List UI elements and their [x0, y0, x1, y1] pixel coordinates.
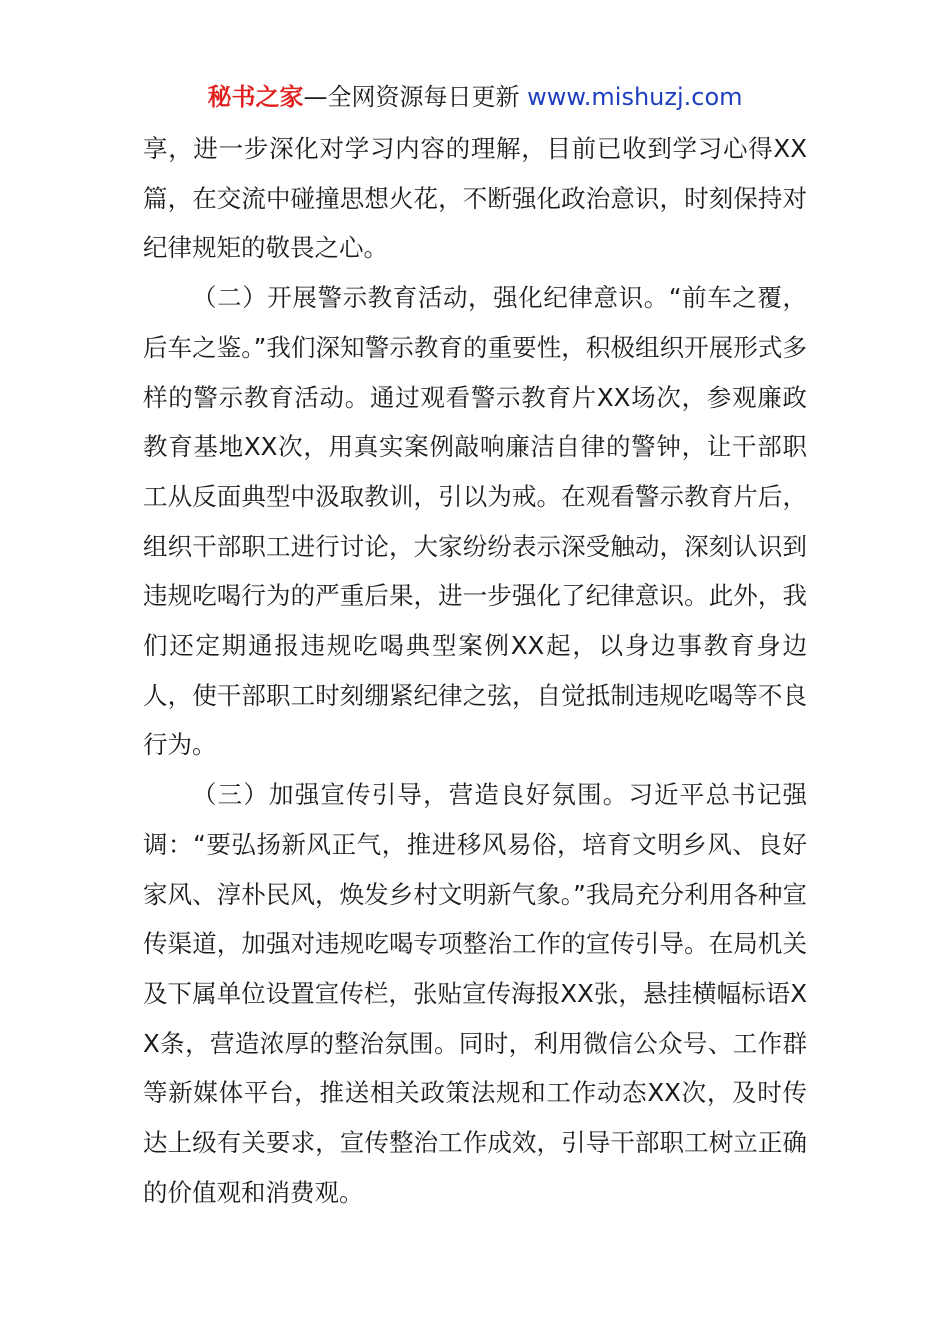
paragraph-section-2-warning-education: （二）开展警示教育活动，强化纪律意识。“前车之覆，后车之鉴。”我们深知警示教育的重要性，积极组织开展形式多样的警示教育活动。通过观看警示教育片XX场次，参观廉政教育基地XX次，用真实案例敲响廉洁自律的警钟，让干部职工从反面典型中汲取教训，引以为戒。在观看警示教育片后，组织干部职工进行讨论，大家纷纷表示深受触动，深刻认识到违规吃喝行为的严重后果，进一步强化了纪律意识。此外，我们还定期通报违规吃喝典型案例XX起，以身边事教育身边人，使干部职工时刻绷紧纪律之弦，自觉抵制违规吃喝等不良行为。	[143, 283, 807, 760]
page-header	[0, 80, 950, 114]
site-brand-name: 秘书之家	[207, 83, 304, 111]
paragraph-section-3-publicity-guidance: （三）加强宣传引导，营造良好氛围。习近平总书记强调：“要弘扬新风正气，推进移风易俗，培育文明乡风、良好家风、淳朴民风，焕发乡村文明新气象。”我局充分利用各种宣传渠道，加强对违规吃喝专项整治工作的宣传引导。在局机关及下属单位设置宣传栏，张贴宣传海报XX张，悬挂横幅标语XX条，营造浓厚的整治氛围。同时，利用微信公众号、工作群等新媒体平台，推送相关政策法规和工作动态XX次，及时传达上级有关要求，宣传整治工作成效，引导干部职工树立正确的价值观和消费观。	[143, 780, 807, 1207]
paragraph-continuation: 享，进一步深化对学习内容的理解，目前已收到学习心得XX篇，在交流中碰撞思想火花，不断强化政治意识，时刻保持对纪律规矩的敬畏之心。	[143, 134, 807, 263]
document-body	[143, 124, 807, 1217]
site-tagline: —全网资源每日更新	[303, 83, 528, 111]
site-url-link[interactable]: www.mishuzj.com	[527, 83, 743, 111]
